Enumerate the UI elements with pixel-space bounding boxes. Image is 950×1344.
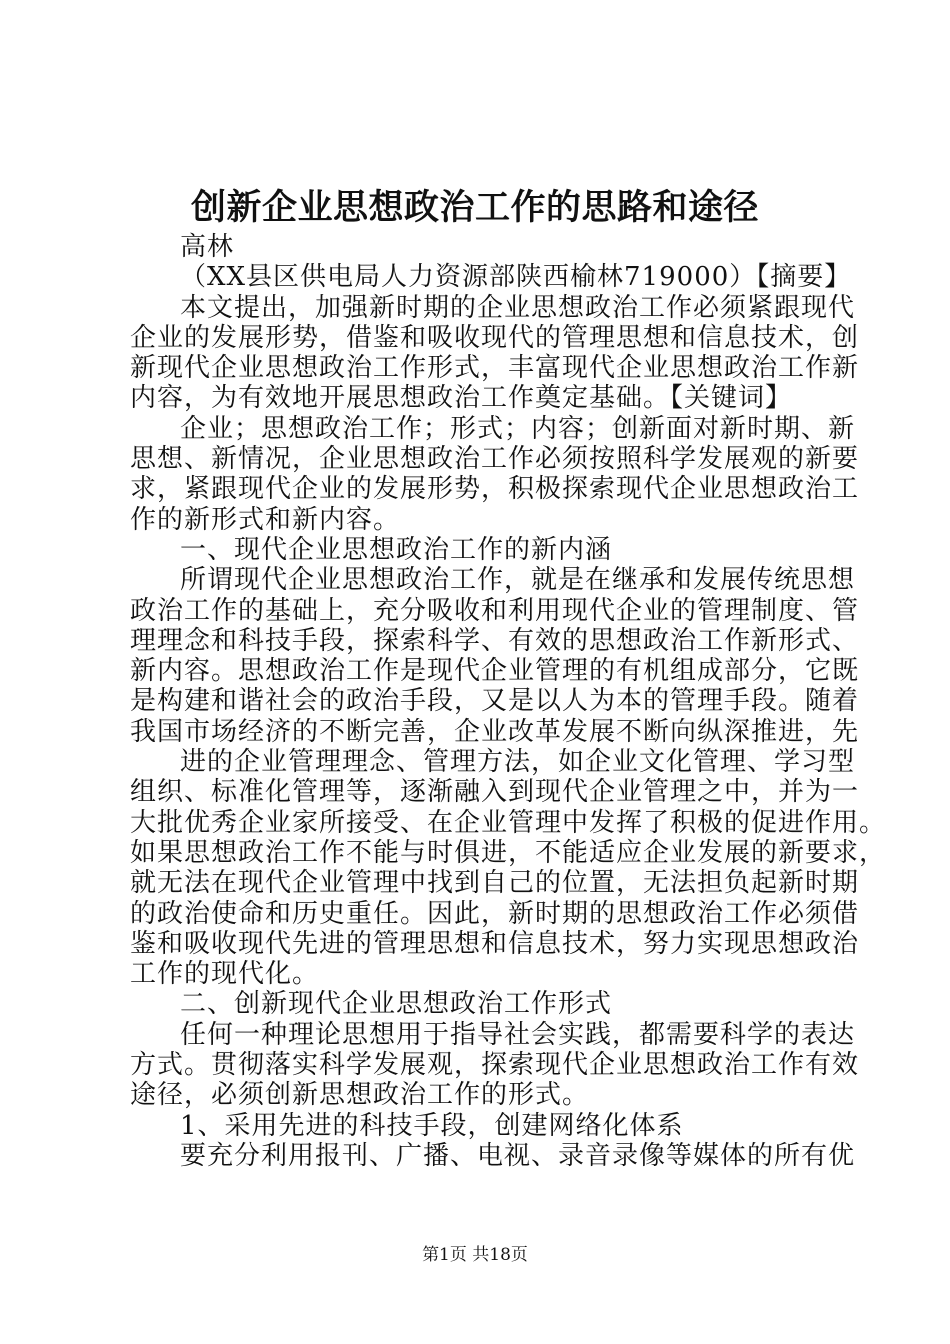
body-line: 大批优秀企业家所接受、在企业管理中发挥了积极的促进作用。: [130, 807, 887, 838]
document-body: [130, 232, 887, 1171]
body-line: 工作的现代化。: [130, 959, 320, 990]
body-line: 内容，为有效地开展思想政治工作奠定基础。【关键词】: [130, 383, 793, 414]
body-line: （XX县区供电局人力资源部陕西榆林719000）【摘要】: [180, 262, 852, 293]
body-line: 本文提出，加强新时期的企业思想政治工作必须紧跟现代: [180, 292, 856, 323]
body-line: 要充分利用报刊、广播、电视、录音录像等媒体的所有优: [180, 1140, 856, 1171]
body-line: 求，紧跟现代企业的发展形势，积极探索现代企业思想政治工: [130, 474, 860, 505]
body-line: 我国市场经济的不断完善，企业改革发展不断向纵深推进，先: [130, 716, 860, 747]
body-line: 就无法在现代企业管理中找到自己的位置，无法担负起新时期: [130, 868, 860, 899]
document-title: 创新企业思想政治工作的思路和途径: [190, 187, 759, 228]
body-line: 如果思想政治工作不能与时俱进，不能适应企业发展的新要求，: [130, 837, 887, 868]
body-line: 任何一种理论思想用于指导社会实践，都需要科学的表达: [180, 1019, 856, 1050]
body-line: 高林: [180, 232, 235, 262]
body-line: 1、采用先进的科技手段，创建网络化体系: [180, 1110, 684, 1141]
body-line: 思想、新情况，企业思想政治工作必须按照科学发展观的新要: [130, 444, 860, 475]
body-line: 的政治使命和历史重任。因此，新时期的思想政治工作必须借: [130, 898, 860, 929]
body-line: 组织、标准化管理等，逐渐融入到现代企业管理之中，并为一: [130, 777, 860, 808]
body-line: 进的企业管理理念、管理方法，如企业文化管理、学习型: [180, 747, 856, 778]
body-line: 一、现代企业思想政治工作的新内涵: [180, 534, 613, 565]
body-line: 理理念和科技手段，探索科学、有效的思想政治工作新形式、: [130, 625, 860, 656]
body-line: 方式。贯彻落实科学发展观，探索现代企业思想政治工作有效: [130, 1050, 860, 1081]
body-line: 所谓现代企业思想政治工作，就是在继承和发展传统思想: [180, 565, 856, 596]
body-line: 新现代企业思想政治工作形式，丰富现代企业思想政治工作新: [130, 353, 860, 384]
page-footer: 第1页 共18页: [422, 1245, 528, 1265]
body-line: 作的新形式和新内容。: [130, 504, 401, 535]
body-line: 二、创新现代企业思想政治工作形式: [180, 989, 613, 1020]
body-line: 是构建和谐社会的政治手段，又是以人为本的管理手段。随着: [130, 686, 860, 717]
body-line: 鉴和吸收现代先进的管理思想和信息技术，努力实现思想政治: [130, 928, 860, 959]
body-line: 企业；思想政治工作；形式；内容；创新面对新时期、新: [180, 413, 856, 444]
body-line: 途径，必须创新思想政治工作的形式。: [130, 1080, 590, 1111]
body-line: 企业的发展形势，借鉴和吸收现代的管理思想和信息技术，创: [130, 322, 860, 353]
body-line: 政治工作的基础上，充分吸收和利用现代企业的管理制度、管: [130, 595, 860, 626]
body-line: 新内容。思想政治工作是现代企业管理的有机组成部分，它既: [130, 656, 860, 687]
